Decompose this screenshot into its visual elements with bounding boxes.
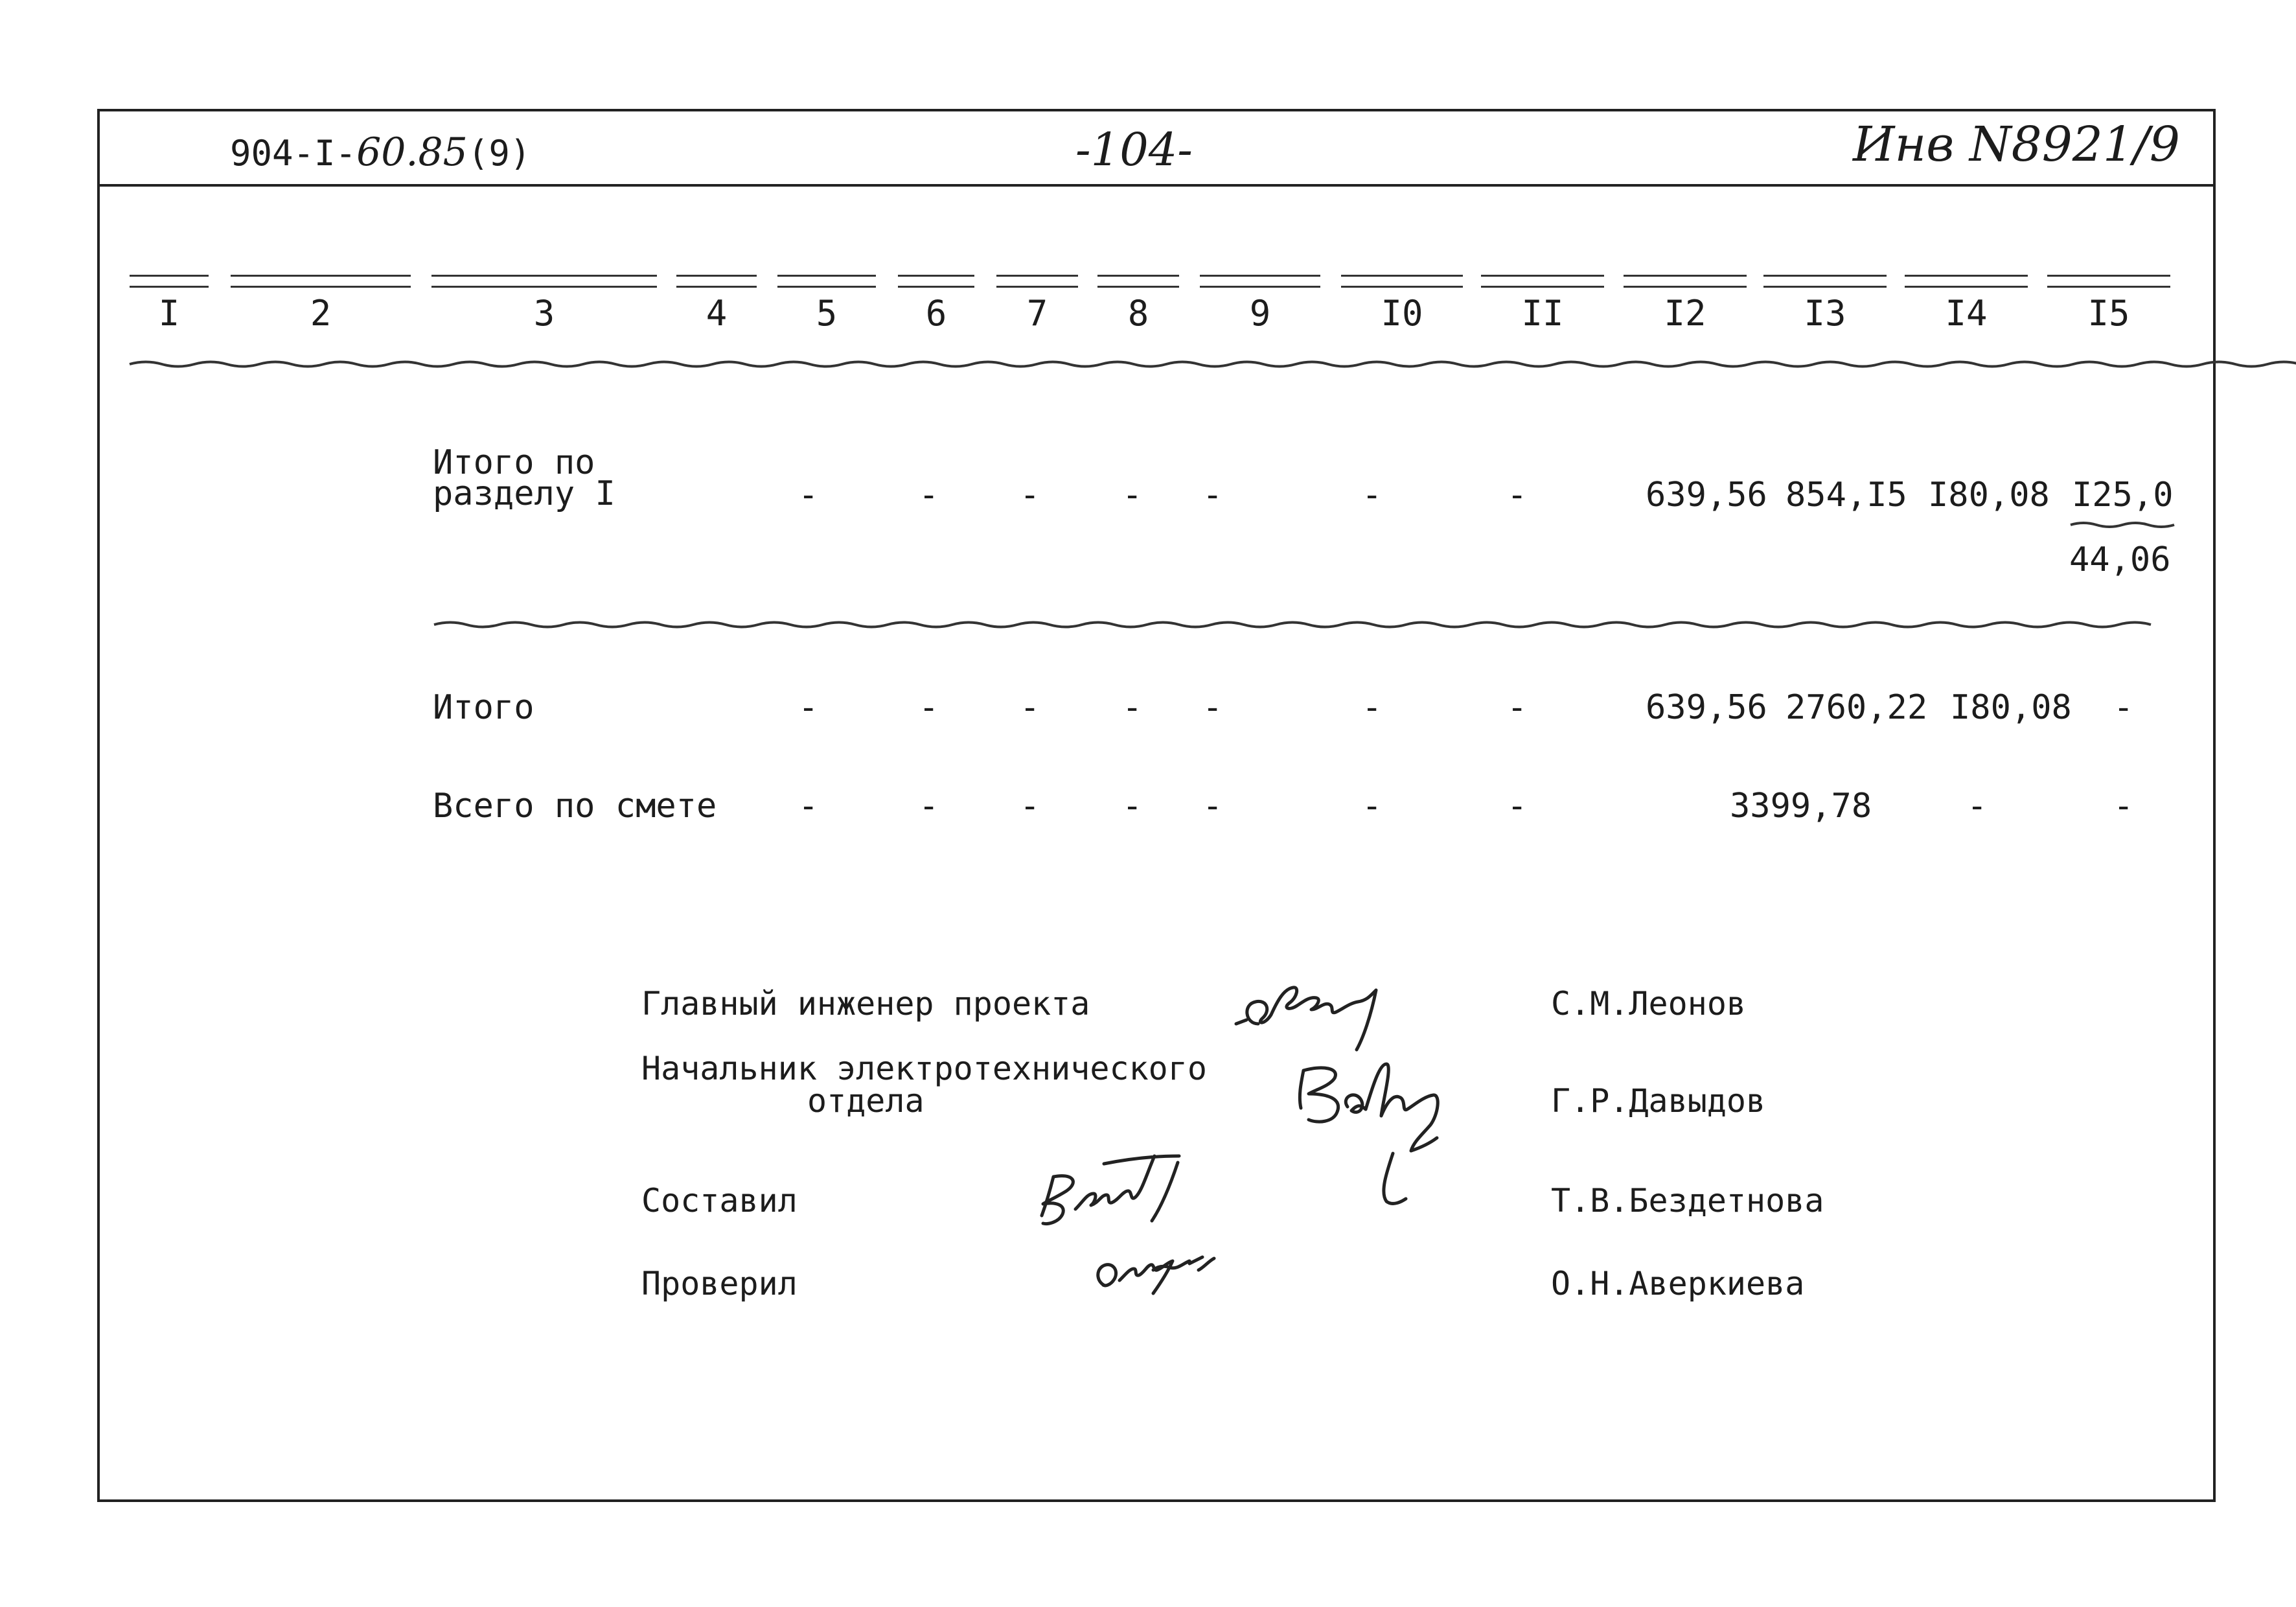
signatory-name: Т.В.Бездетнова bbox=[1551, 1182, 1824, 1220]
column-number: I3 bbox=[1804, 293, 1846, 334]
cell-c15: - bbox=[2113, 787, 2134, 826]
cell-c10: - bbox=[1362, 787, 1383, 826]
cell-c12: 639,56 bbox=[1646, 476, 1767, 514]
column-number: 8 bbox=[1127, 293, 1149, 334]
cell-c8: - bbox=[1122, 787, 1143, 826]
cell-c13: 2760,22 bbox=[1785, 688, 1928, 727]
signature-leonov bbox=[1236, 988, 1376, 1050]
cell-c14: I80,08 bbox=[1950, 688, 2072, 727]
row-label-total: Итого bbox=[433, 688, 534, 727]
cell-c8: - bbox=[1122, 476, 1143, 514]
cell-c14: I80,08 bbox=[1928, 476, 2050, 514]
signatory-role: Главный инженер проекта bbox=[641, 985, 1090, 1023]
column-number: I5 bbox=[2087, 293, 2130, 334]
signatory-role: Начальник электротехнического отдела bbox=[641, 1050, 1207, 1120]
column-number: I bbox=[158, 293, 180, 334]
cell-c11: - bbox=[1507, 688, 1528, 727]
cell-c8: - bbox=[1122, 688, 1143, 727]
signatory-role: Проверил bbox=[641, 1265, 798, 1302]
cell-c5: - bbox=[798, 787, 819, 826]
column-number: 6 bbox=[925, 293, 947, 334]
cell-c12-13: 3399,78 bbox=[1730, 787, 1872, 826]
row-label-section-total: Итого по разделу I bbox=[433, 443, 615, 513]
column-number: 9 bbox=[1249, 293, 1271, 334]
column-number: II bbox=[1521, 293, 1564, 334]
cell-c9: - bbox=[1202, 787, 1223, 826]
cell-c10: - bbox=[1362, 688, 1383, 727]
column-number: 2 bbox=[310, 293, 332, 334]
cell-c15-sub: 44,06 bbox=[2069, 540, 2171, 579]
signature-bezdetnova bbox=[1042, 1156, 1179, 1223]
cell-c12: 639,56 bbox=[1646, 688, 1767, 727]
column-number: 3 bbox=[533, 293, 555, 334]
row-label-grand-total: Всего по смете bbox=[433, 787, 717, 826]
signature-averkieva bbox=[1098, 1257, 1214, 1293]
cell-c6: - bbox=[919, 688, 939, 727]
cell-c9: - bbox=[1202, 476, 1223, 514]
cell-c11: - bbox=[1507, 476, 1528, 514]
column-number: 5 bbox=[816, 293, 838, 334]
cell-c5: - bbox=[798, 476, 819, 514]
cell-c14: - bbox=[1967, 787, 1988, 826]
cell-c7: - bbox=[1020, 688, 1040, 727]
cell-c5: - bbox=[798, 688, 819, 727]
signature-davydov bbox=[1300, 1064, 1438, 1203]
signatory-name: О.Н.Аверкиева bbox=[1551, 1265, 1805, 1302]
signatory-role: Составил bbox=[641, 1182, 798, 1220]
cell-c15: - bbox=[2113, 688, 2134, 727]
cell-c6: - bbox=[919, 787, 939, 826]
signatory-name: С.М.Леонов bbox=[1551, 985, 1747, 1023]
column-number: 4 bbox=[706, 293, 728, 334]
cell-c7: - bbox=[1020, 787, 1040, 826]
document-code: 904-I-60.85(9) bbox=[230, 130, 531, 175]
cell-c11: - bbox=[1507, 787, 1528, 826]
cell-c15: I25,0 bbox=[2072, 476, 2174, 514]
cell-c9: - bbox=[1202, 688, 1223, 727]
column-number: I0 bbox=[1381, 293, 1423, 334]
cell-c13: 854,I5 bbox=[1785, 476, 1907, 514]
column-number: I4 bbox=[1945, 293, 1988, 334]
cell-c7: - bbox=[1020, 476, 1040, 514]
column-number: 7 bbox=[1026, 293, 1048, 334]
cell-c6: - bbox=[919, 476, 939, 514]
signatory-name: Г.Р.Давыдов bbox=[1551, 1082, 1766, 1120]
inventory-number: Инв N8921/9 bbox=[1853, 117, 2180, 172]
page-number: -104- bbox=[1075, 123, 1193, 176]
column-number: I2 bbox=[1664, 293, 1706, 334]
cell-c10: - bbox=[1362, 476, 1383, 514]
